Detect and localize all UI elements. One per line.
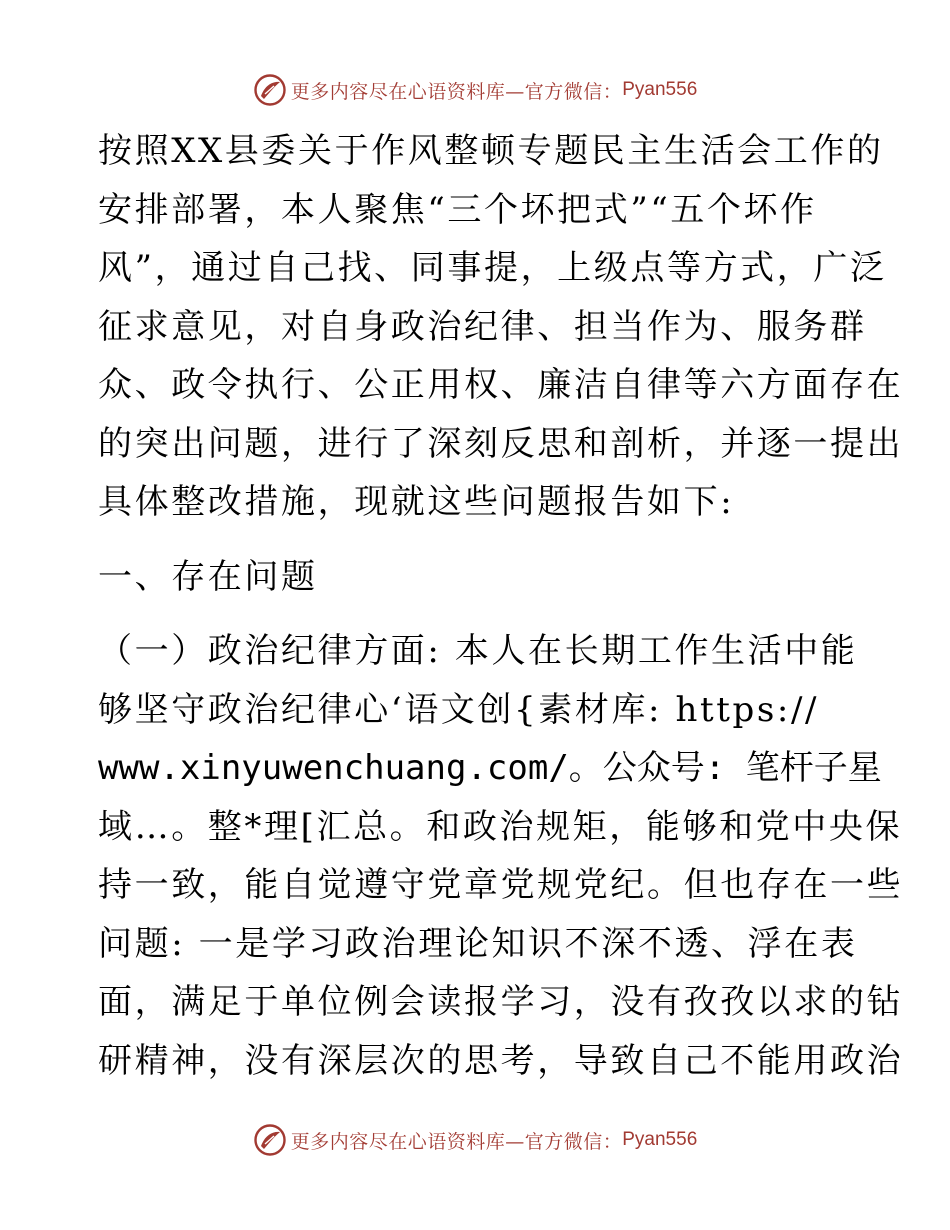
header-watermark [0,70,950,110]
watermark-wechat-id: Pyan556 [622,1129,698,1150]
paragraph-line: 的突出问题，进行了深刻反思和剖析，并逐一提出 [98,423,904,464]
footer-watermark [0,1120,950,1160]
circular-brand-logo-icon [253,1123,287,1157]
paragraph-line: 面，满足于单位例会读报学习，没有孜孜以求的钻 [98,982,904,1022]
paragraph-line: 安排部署，本人聚焦“三个坏把式”“五个坏作 [98,189,817,230]
watermark-text: 更多内容尽在心语资料库—官方微信： [290,80,623,103]
paragraph-line: 风”，通过自己找、同事提，上级点等方式，广泛 [98,248,887,288]
document-body [98,122,904,1090]
paragraph-line-url: www.xinyuwenchuang.com/。公众号: 笔杆子星 [98,748,882,788]
paragraph-line: 够坚守政治纪律心‘语文创{素材库: https:// [98,689,820,730]
paragraph-line: 研精神，没有深层次的思考，导致自己不能用政治 [98,1040,904,1081]
paragraph-line: 按照XX县委关于作风整顿专题民主生活会工作的 [98,131,884,171]
section-heading: 一、存在问题 [98,556,318,597]
paragraph-line: 征求意见，对自身政治纪律、担当作为、服务群 [98,306,867,347]
paragraph-line: （一）政治纪律方面: 本人在长期工作生活中能 [98,631,858,671]
paragraph-line: 众、政令执行、公正用权、廉洁自律等六方面存在 [98,365,904,405]
paragraph-line: 域…。整*理[汇总。和政治规矩，能够和党中央保 [98,806,903,847]
paragraph-line: 具体整改措施，现就这些问题报告如下: [98,482,735,522]
watermark-wechat-id: Pyan556 [622,79,698,100]
watermark-text: 更多内容尽在心语资料库—官方微信： [290,1130,623,1153]
circular-brand-logo-icon [253,73,287,107]
paragraph-line: 问题: 一是学习政治理论知识不深不透、浮在表 [98,923,858,964]
paragraph-line: 持一致，能自觉遵守党章党规党纪。但也存在一些 [98,865,904,905]
